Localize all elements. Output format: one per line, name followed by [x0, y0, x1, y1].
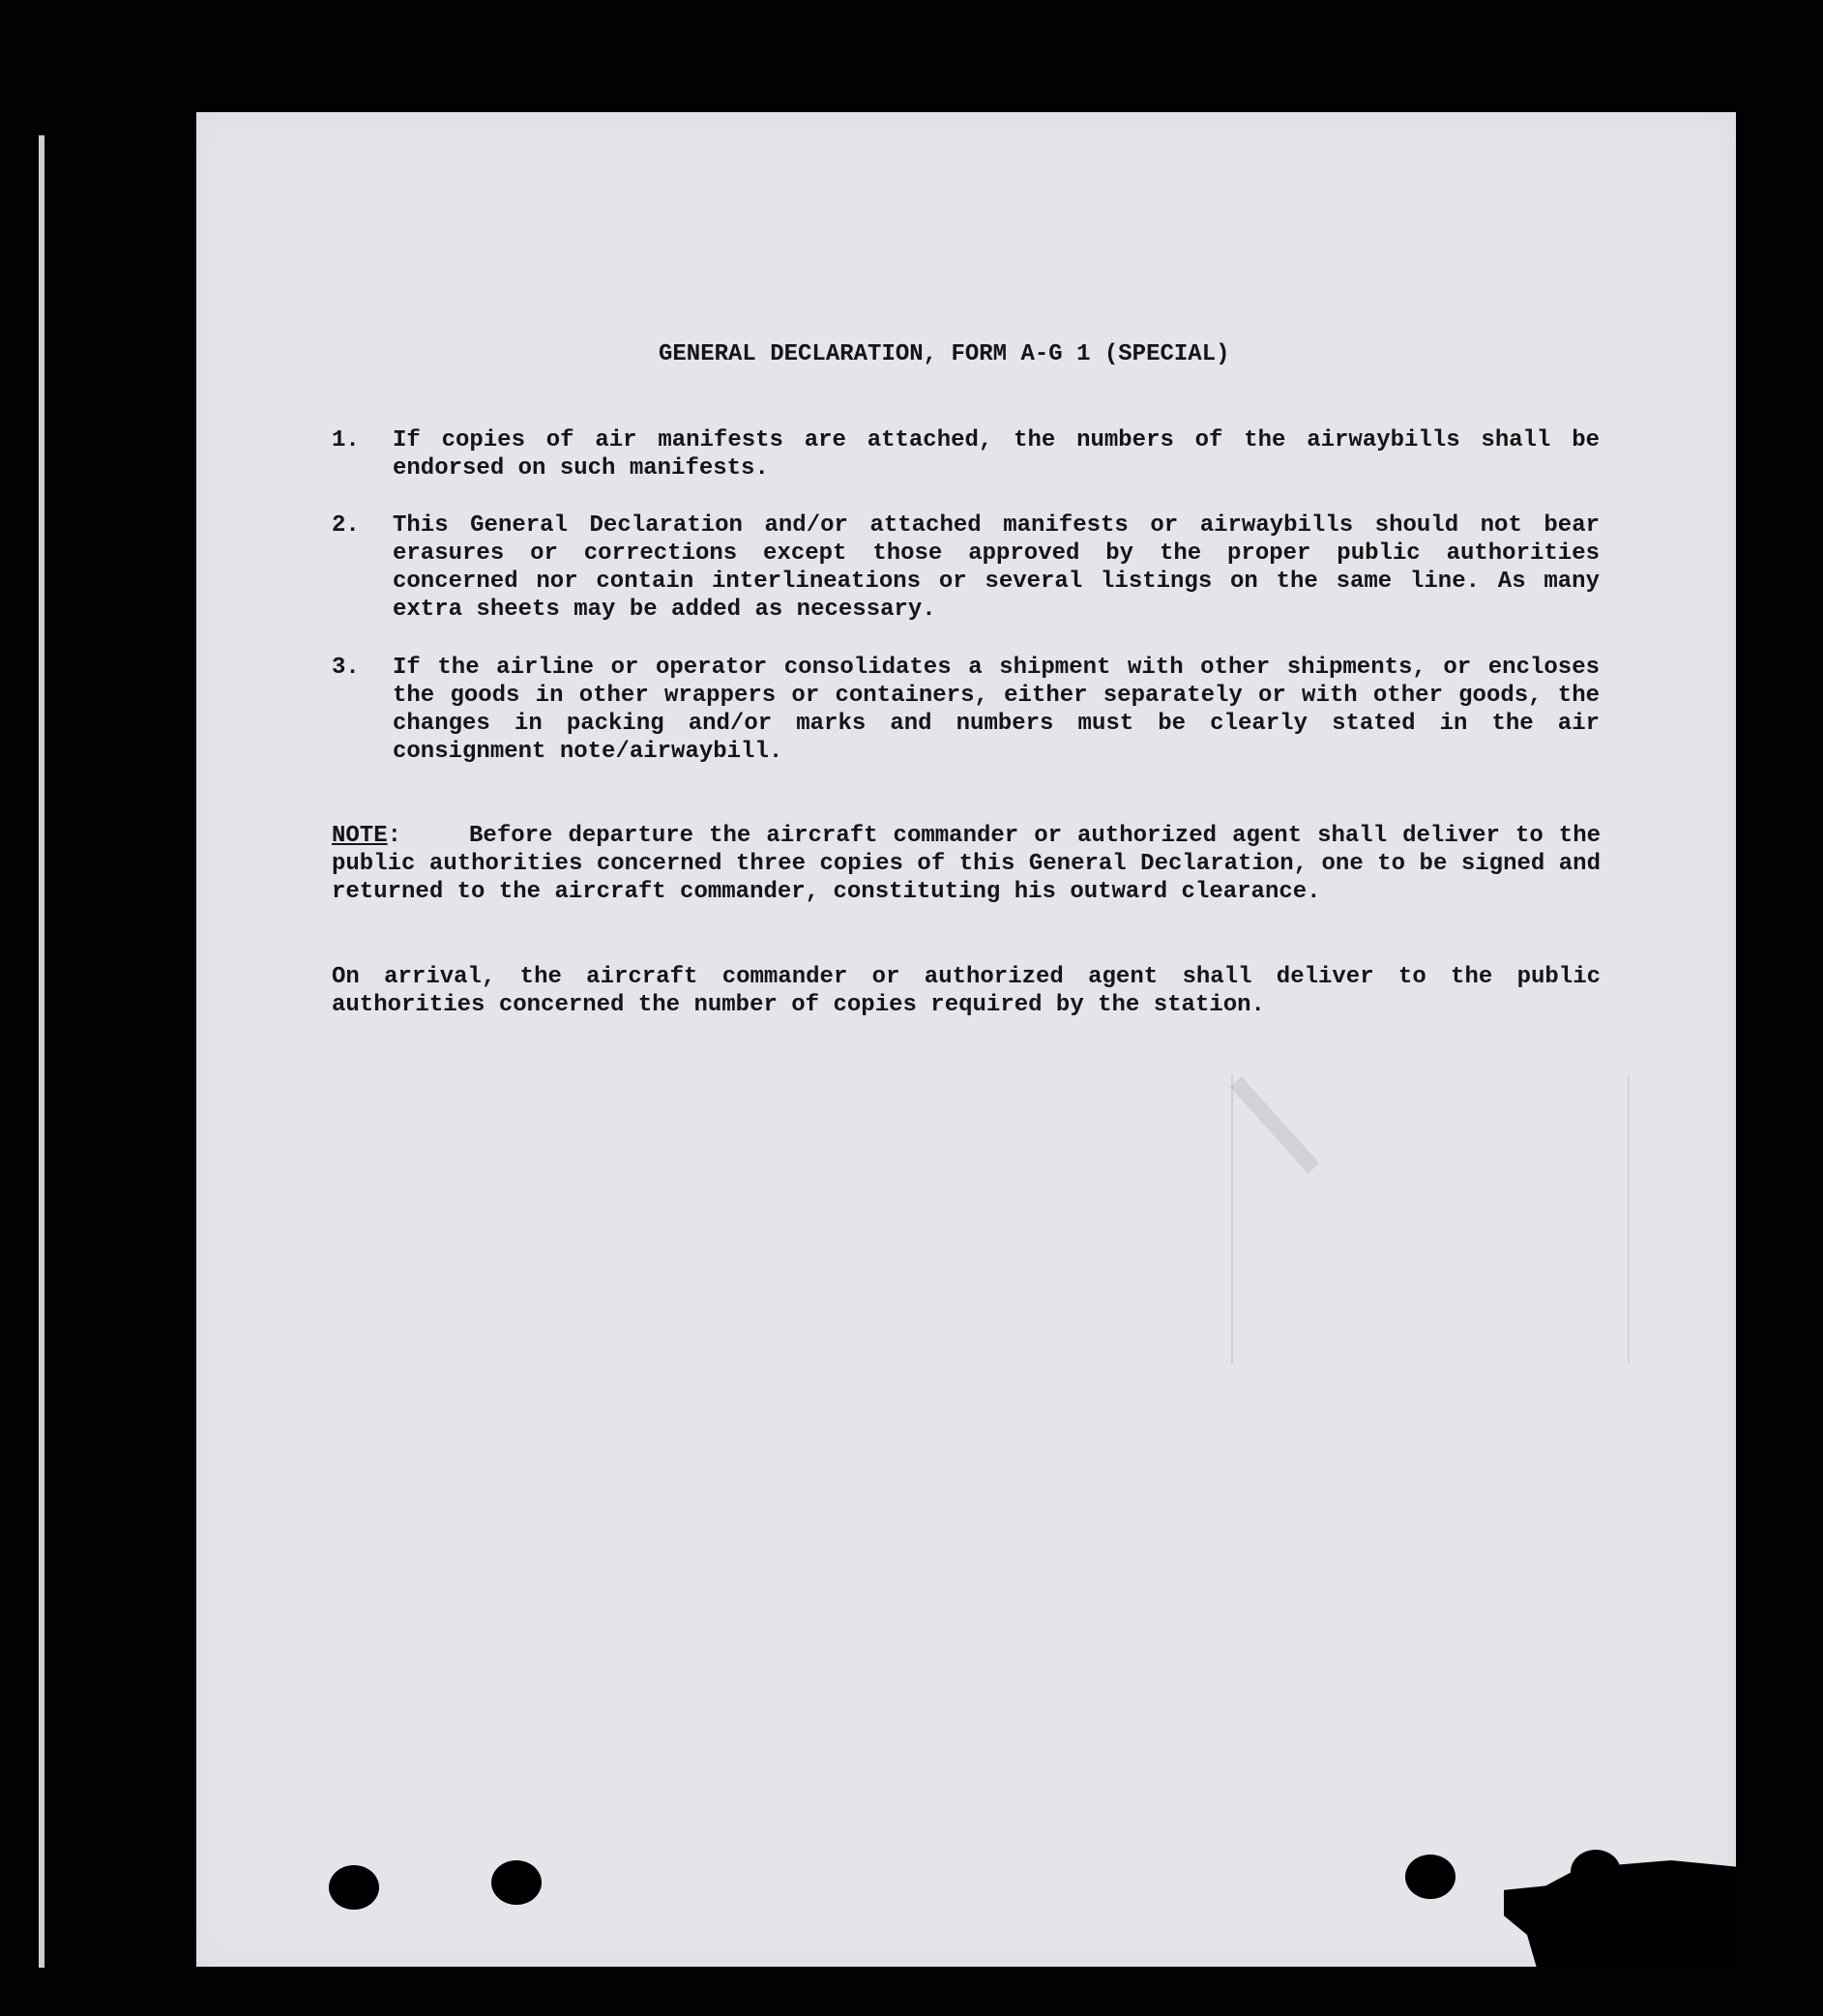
punch-hole	[491, 1860, 542, 1905]
note-text: Before departure the aircraft commander or authorized agent shall deliver to the public authorities concerned three copies of this General Declaration, one to be signed and returned to the aircraft commander, constituting his outward clearance.	[332, 823, 1601, 905]
note-paragraph	[332, 822, 1601, 906]
note-colon: :	[387, 823, 402, 849]
item-number: 3.	[332, 655, 360, 681]
item-text: This General Declaration and/or attached manifests or airwaybills should not bear erasures or corrections except those approved by the proper public authorities concerned nor contain interlineations or several listings on the same line. As many extra sheets may be added as necessary.	[393, 512, 1600, 623]
note-label: NOTE	[332, 823, 388, 849]
smudge-mark	[1230, 1077, 1319, 1174]
document-title: GENERAL DECLARATION, FORM A-G 1 (SPECIAL)	[659, 341, 1230, 367]
punch-hole	[1405, 1855, 1455, 1899]
arrival-paragraph: On arrival, the aircraft commander or authorized agent shall deliver to the public authorities concerned the number of copies required by the station.	[332, 964, 1601, 1018]
punch-hole	[329, 1865, 379, 1910]
item-text: If copies of air manifests are attached, the numbers of the airwaybills shall be endorsed on such manifests.	[393, 427, 1600, 482]
item-number: 1.	[332, 427, 360, 453]
document-page	[196, 112, 1736, 1967]
film-edge	[39, 135, 44, 1968]
item-number: 2.	[332, 512, 360, 539]
item-text: If the airline or operator consolidates a shipment with other shipments, or encloses the goods in other wrappers or containers, either separately or with other goods, the changes in packing and/or marks and numbers must be clearly stated in the air consignment note/airwaybill.	[393, 655, 1600, 765]
bleed-through-line	[1231, 1074, 1233, 1364]
bleed-through-line	[1628, 1074, 1630, 1364]
torn-corner	[1504, 1860, 1736, 1967]
